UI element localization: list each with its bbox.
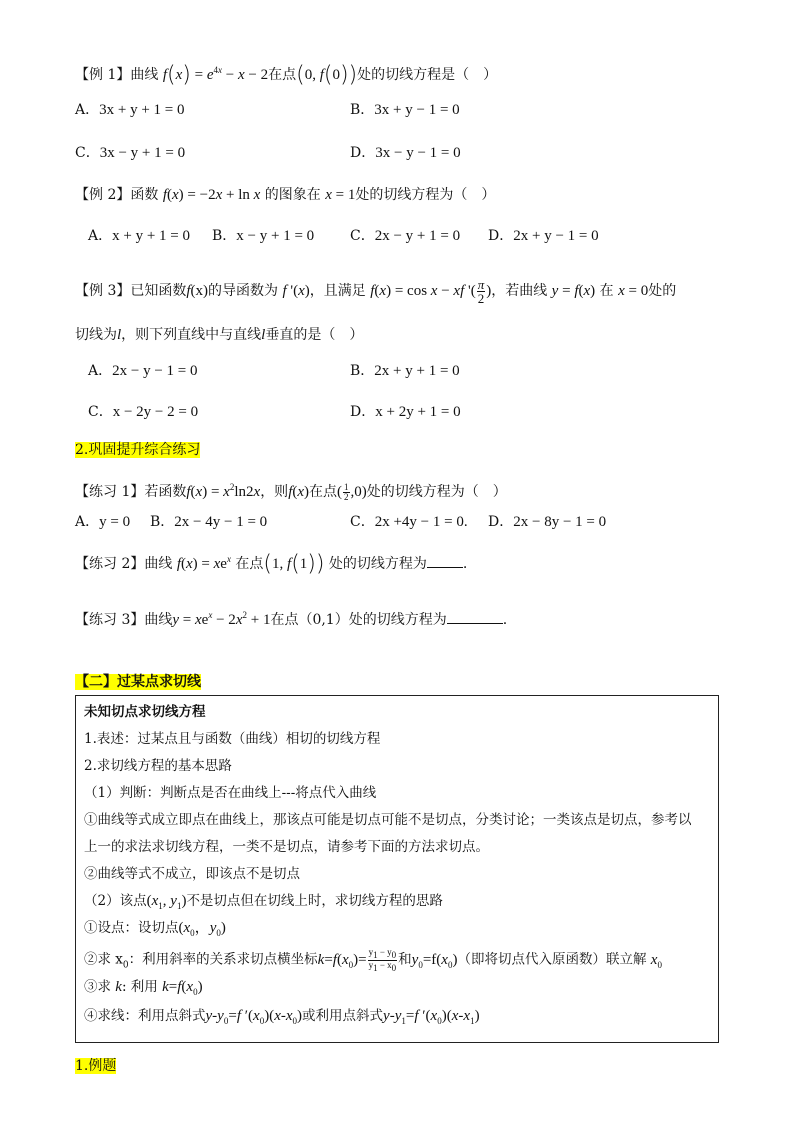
text: 或利用点斜式 xyxy=(302,1008,384,1024)
text: 曲线 xyxy=(144,612,173,628)
option-math: x − 2y − 2 = 0 xyxy=(112,404,199,420)
math: x = 0 xyxy=(618,282,649,299)
option-math: 3x + y − 1 = 0 xyxy=(374,102,460,118)
option-label: B． xyxy=(350,102,375,118)
math-function: $y = xe^x - 2x^2 + 1$ xyxy=(172,610,271,628)
option-math: x + y + 1 = 0 xyxy=(112,228,191,244)
text: ①设点：设切点 xyxy=(84,920,179,936)
option-label: A． xyxy=(75,102,100,118)
text: 处的切线方程是（ ） xyxy=(357,67,498,83)
option-label: A． xyxy=(75,514,100,530)
text: . xyxy=(502,612,508,628)
math: $y-y_0=f$ $'(x_0)(x-x_0)$ xyxy=(205,1008,303,1026)
text: 在点 xyxy=(309,484,338,500)
box-line: ②曲线等式不成立，即该点不是切点 xyxy=(84,866,300,882)
option-label: C． xyxy=(75,145,100,161)
text: 曲线 xyxy=(144,556,173,572)
answer-blank[interactable] xyxy=(447,609,503,624)
example-label: 【例 1】 xyxy=(75,67,131,83)
box-line: （1）判断：判断点是否在曲线上---将点代入曲线 xyxy=(84,785,377,801)
math-condition: f(x) = cos x − xf '( $\frac{\pi}{2}$ ) xyxy=(370,277,492,306)
box-line: ②求 $x_0$：利用斜率的关系求切点横坐标$k=f(x_0)=$ $\frac{y_1 - y_0}{y_1 - x_0}$ 和$y_0=f(x_0)$（即将切点代入原函数）联立解 $x_0$ xyxy=(84,947,662,973)
option-label: C． xyxy=(350,228,375,244)
option-label: A． xyxy=(88,228,113,244)
text: 的导函数为 xyxy=(208,282,279,299)
math: $k=f(x_0)$ xyxy=(162,979,203,997)
option-c xyxy=(75,143,185,163)
text: 处的切线方程为 xyxy=(328,556,427,572)
option-math: 2x − 4y − 1 = 0 xyxy=(174,514,268,530)
text: 和 xyxy=(398,951,412,968)
option-math: 2x − y − 1 = 0 xyxy=(112,363,198,379)
practice-label: 【练习 3】 xyxy=(75,612,145,628)
text: 的图象在 xyxy=(264,187,321,203)
math: l xyxy=(261,327,266,343)
math-function: $f(x) = x^2\ln 2x$ xyxy=(186,482,261,500)
option-c xyxy=(350,512,468,532)
math: $x_0$ xyxy=(650,951,662,970)
option-math: 2x + y + 1 = 0 xyxy=(374,363,460,379)
answer-blank[interactable] xyxy=(427,553,463,568)
highlighted-heading: 【二】过某点求切线 xyxy=(75,674,201,690)
text: 在点（0,1）处的切线方程为 xyxy=(270,612,447,628)
example-label: 【例 3】 xyxy=(75,282,131,299)
option-b xyxy=(350,361,460,381)
math-function: $f(x) = xe^x$ xyxy=(176,554,231,572)
text: ③求 xyxy=(84,979,116,995)
option-label: D． xyxy=(350,404,376,420)
text: 在点 xyxy=(235,556,264,572)
math: ($x_0$，$y_0$) xyxy=(178,920,226,938)
box-line xyxy=(84,892,443,915)
math: f(x) xyxy=(288,484,310,500)
example-3-question-line2 xyxy=(75,325,363,345)
text: 垂直的是（ ） xyxy=(265,327,364,343)
box-line: 上一的求法求切线方程，一类不是切点，请参考下面的方法求切点。 xyxy=(84,839,489,855)
math-point: (1, f(1)) xyxy=(263,551,325,577)
text: 函数 xyxy=(130,187,159,203)
option-math: 2x − y + 1 = 0 xyxy=(374,228,461,244)
example-label: 【例 2】 xyxy=(75,187,131,203)
text: （2）该点 xyxy=(84,893,147,909)
option-a xyxy=(88,226,190,246)
text: ，且满足 xyxy=(309,282,366,299)
option-math: x − y + 1 = 0 xyxy=(236,228,315,244)
example-1-question xyxy=(75,60,497,86)
section-heading xyxy=(75,1056,116,1076)
option-b xyxy=(212,226,314,246)
math-point: (0, f(0)) xyxy=(296,62,358,88)
option-math: y = 0 xyxy=(99,514,131,530)
math-point: ( $\frac{1}{2}$ ,0) xyxy=(337,482,367,503)
math: ($x_1$, $y_1$) xyxy=(146,893,187,911)
practice-3-question xyxy=(75,605,507,630)
box-line: 1.表述：过某点且与函数（曲线）相切的切线方程 xyxy=(84,731,381,747)
option-d xyxy=(488,226,599,246)
box-line xyxy=(84,1007,480,1030)
option-c xyxy=(350,226,460,246)
option-math: 3x + y + 1 = 0 xyxy=(99,102,185,118)
text: 曲线 xyxy=(130,67,159,83)
text: 不是切点但在切线上时，求切线方程的思路 xyxy=(186,893,443,909)
highlighted-heading: 2.巩固提升综合练习 xyxy=(75,442,201,458)
text: 切线为 xyxy=(75,327,117,343)
option-label: D． xyxy=(488,228,514,244)
math: f xyxy=(186,282,191,299)
option-math: 2x + y − 1 = 0 xyxy=(513,228,599,244)
option-a xyxy=(75,100,185,120)
practice-label: 【练习 2】 xyxy=(75,556,145,572)
text: 在点 xyxy=(268,67,297,83)
option-a xyxy=(75,512,130,532)
option-label: D． xyxy=(488,514,514,530)
math-function: f(x) = −2x + ln x xyxy=(162,187,261,203)
option-math: 3x − y − 1 = 0 xyxy=(375,145,461,161)
text: 若函数 xyxy=(144,484,187,500)
option-b xyxy=(150,512,267,532)
option-a xyxy=(88,361,198,381)
option-label: C． xyxy=(350,514,375,530)
example-3-question xyxy=(75,278,676,305)
text: （即将切点代入原函数）联立解 xyxy=(457,951,647,968)
box-line xyxy=(84,919,226,942)
option-label: B． xyxy=(350,363,375,379)
text: : 利用 xyxy=(121,979,158,995)
option-math: 3x − y + 1 = 0 xyxy=(99,145,186,161)
text: 处的切线方程为（ ） xyxy=(355,187,496,203)
text: ，则下列直线中与直线 xyxy=(121,327,262,343)
math: l xyxy=(117,327,122,343)
text: 在 xyxy=(599,282,614,299)
box-line: ①曲线等式成立即点在曲线上，那该点可能是切点可能不是切点，分类讨论；一类该点是切点，参考以 xyxy=(84,812,692,828)
option-math: 2x − 8y − 1 = 0 xyxy=(513,514,607,530)
section-heading xyxy=(75,440,200,460)
math: f '(x) xyxy=(282,282,310,299)
box-title: 未知切点求切线方程 xyxy=(84,704,206,720)
option-label: C． xyxy=(88,404,113,420)
practice-1-question xyxy=(75,477,507,502)
method-box xyxy=(75,695,719,1043)
option-math: x + 2y + 1 = 0 xyxy=(375,404,461,420)
option-d xyxy=(350,402,461,422)
box-line xyxy=(84,978,203,1001)
option-label: B． xyxy=(150,514,175,530)
text: 已知函数 xyxy=(130,282,187,299)
math: (x) xyxy=(190,282,209,299)
practice-2-question xyxy=(75,549,467,575)
example-2-question xyxy=(75,185,495,205)
option-b xyxy=(350,100,460,120)
math-function: $f(x) = e^{4x} - x - 2$ xyxy=(162,62,269,88)
option-d xyxy=(488,512,606,532)
option-label: D． xyxy=(350,145,376,161)
part-heading xyxy=(75,672,201,692)
text: ②求 x xyxy=(84,951,123,968)
math: k xyxy=(115,979,122,995)
option-label: A． xyxy=(88,363,113,379)
option-label: B． xyxy=(212,228,237,244)
text: ，则 xyxy=(260,484,289,500)
practice-label: 【练习 1】 xyxy=(75,484,145,500)
box-line: 2.求切线方程的基本思路 xyxy=(84,758,232,774)
text: ，若曲线 xyxy=(491,282,548,299)
option-d xyxy=(350,143,461,163)
math: $y-y_1=f$ $'(x_0)(x-x_1)$ xyxy=(383,1008,480,1026)
text: 处的 xyxy=(648,282,677,299)
text: 处的切线方程为（ ） xyxy=(366,484,507,500)
math-point: x = 1 xyxy=(325,187,356,203)
highlighted-heading: 1.例题 xyxy=(75,1058,117,1074)
math: $y_0=f(x_0)$ xyxy=(411,951,458,970)
option-math: 2x +4y − 1 = 0. xyxy=(374,514,468,530)
text: ④求线：利用点斜式 xyxy=(84,1008,206,1024)
text: . xyxy=(462,556,468,572)
option-c xyxy=(88,402,198,422)
math: $k=f(x_0)=$ $\frac{y_1 - y_0}{y_1 - x_0}$ xyxy=(317,947,397,973)
text: ：利用斜率的关系求切点横坐标 xyxy=(128,951,318,968)
math: y = f(x) xyxy=(551,282,596,299)
